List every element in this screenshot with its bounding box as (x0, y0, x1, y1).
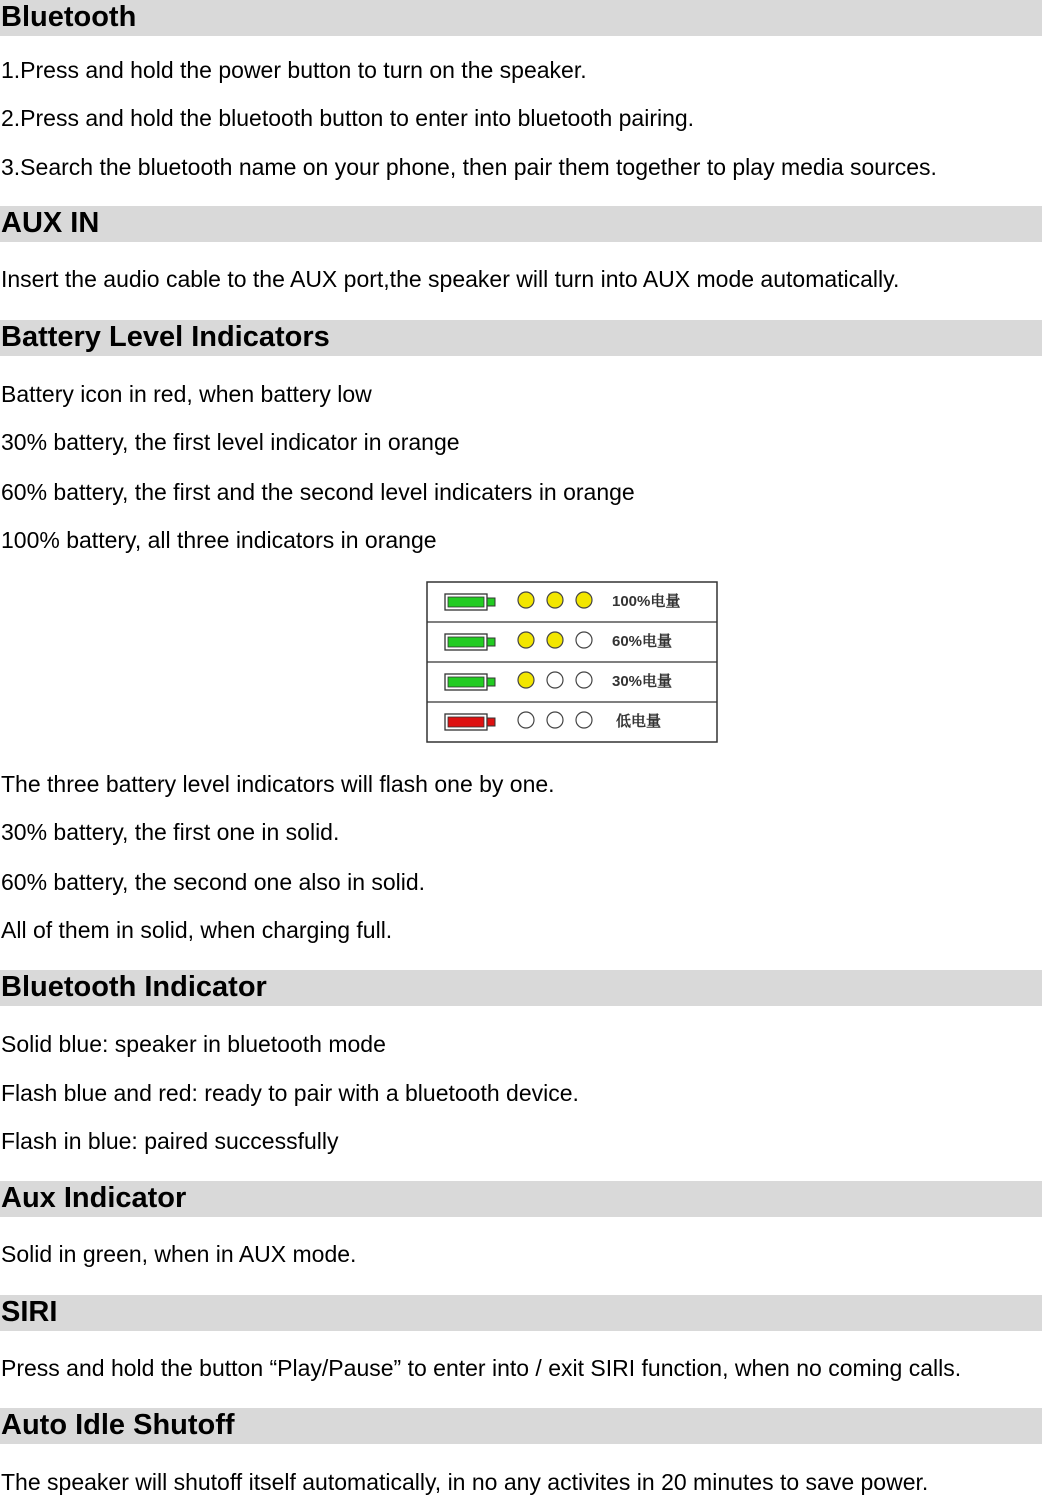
bt-indicator-paired: Flash in blue: paired successfully (1, 1128, 339, 1154)
indicator-led-off-icon (576, 712, 592, 728)
battery-fill-icon (448, 677, 484, 687)
bluetooth-step-1: 1.Press and hold the power button to turn on the speaker. (1, 57, 587, 83)
section-heading-bluetooth-indicator: Bluetooth Indicator (0, 970, 1042, 1006)
battery-flash-full: All of them in solid, when charging full. (1, 917, 393, 943)
indicator-led-off-icon (518, 712, 534, 728)
section-heading-aux-in: AUX IN (0, 206, 1042, 242)
siri-text: Press and hold the button “Play/Pause” to enter into / exit SIRI function, when no coming calls. (1, 1355, 962, 1381)
battery-fill-icon (448, 717, 484, 727)
section-heading-aux-indicator: Aux Indicator (0, 1181, 1042, 1217)
indicator-led-lit-icon (518, 672, 534, 688)
battery-fill-icon (448, 597, 484, 607)
battery-row-label: 30%电量 (612, 673, 673, 690)
battery-terminal-icon (487, 678, 495, 686)
indicator-led-lit-icon (547, 592, 563, 608)
battery-text-100: 100% battery, all three indicators in orange (1, 527, 437, 553)
auto-idle-text: The speaker will shutoff itself automatically, in no any activites in 20 minutes to save power. (1, 1469, 929, 1495)
aux-indicator-text: Solid in green, when in AUX mode. (1, 1241, 357, 1267)
indicator-led-off-icon (547, 672, 563, 688)
aux-in-text: Insert the audio cable to the AUX port,the speaker will turn into AUX mode automatically. (1, 266, 900, 292)
battery-terminal-icon (487, 718, 495, 726)
battery-text-low: Battery icon in red, when battery low (1, 381, 372, 407)
battery-level-figure (426, 581, 718, 744)
battery-fill-icon (448, 637, 484, 647)
battery-flash-60: 60% battery, the second one also in solid. (1, 869, 426, 895)
bt-indicator-solid: Solid blue: speaker in bluetooth mode (1, 1031, 386, 1057)
battery-text-60: 60% battery, the first and the second level indicaters in orange (1, 479, 635, 505)
battery-row-label: 100%电量 (612, 593, 681, 610)
battery-text-30: 30% battery, the first level indicator in orange (1, 429, 460, 455)
battery-flash-text: The three battery level indicators will flash one by one. (1, 771, 555, 797)
bluetooth-step-3: 3.Search the bluetooth name on your phone, then pair them together to play media sources. (1, 154, 937, 180)
bluetooth-step-2: 2.Press and hold the bluetooth button to enter into bluetooth pairing. (1, 105, 695, 131)
section-heading-siri: SIRI (0, 1295, 1042, 1331)
battery-terminal-icon (487, 638, 495, 646)
bt-indicator-flash-pair: Flash blue and red: ready to pair with a bluetooth device. (1, 1080, 579, 1106)
indicator-led-off-icon (576, 632, 592, 648)
section-heading-battery-level: Battery Level Indicators (0, 320, 1042, 356)
indicator-led-lit-icon (518, 592, 534, 608)
indicator-led-off-icon (576, 672, 592, 688)
battery-row-label: 低电量 (616, 713, 662, 730)
indicator-led-lit-icon (518, 632, 534, 648)
battery-flash-30: 30% battery, the first one in solid. (1, 819, 340, 845)
section-heading-bluetooth: Bluetooth (0, 0, 1042, 36)
indicator-led-lit-icon (576, 592, 592, 608)
section-heading-auto-idle-shutoff: Auto Idle Shutoff (0, 1408, 1042, 1444)
indicator-led-off-icon (547, 712, 563, 728)
battery-terminal-icon (487, 598, 495, 606)
indicator-led-lit-icon (547, 632, 563, 648)
battery-row-label: 60%电量 (612, 633, 673, 650)
